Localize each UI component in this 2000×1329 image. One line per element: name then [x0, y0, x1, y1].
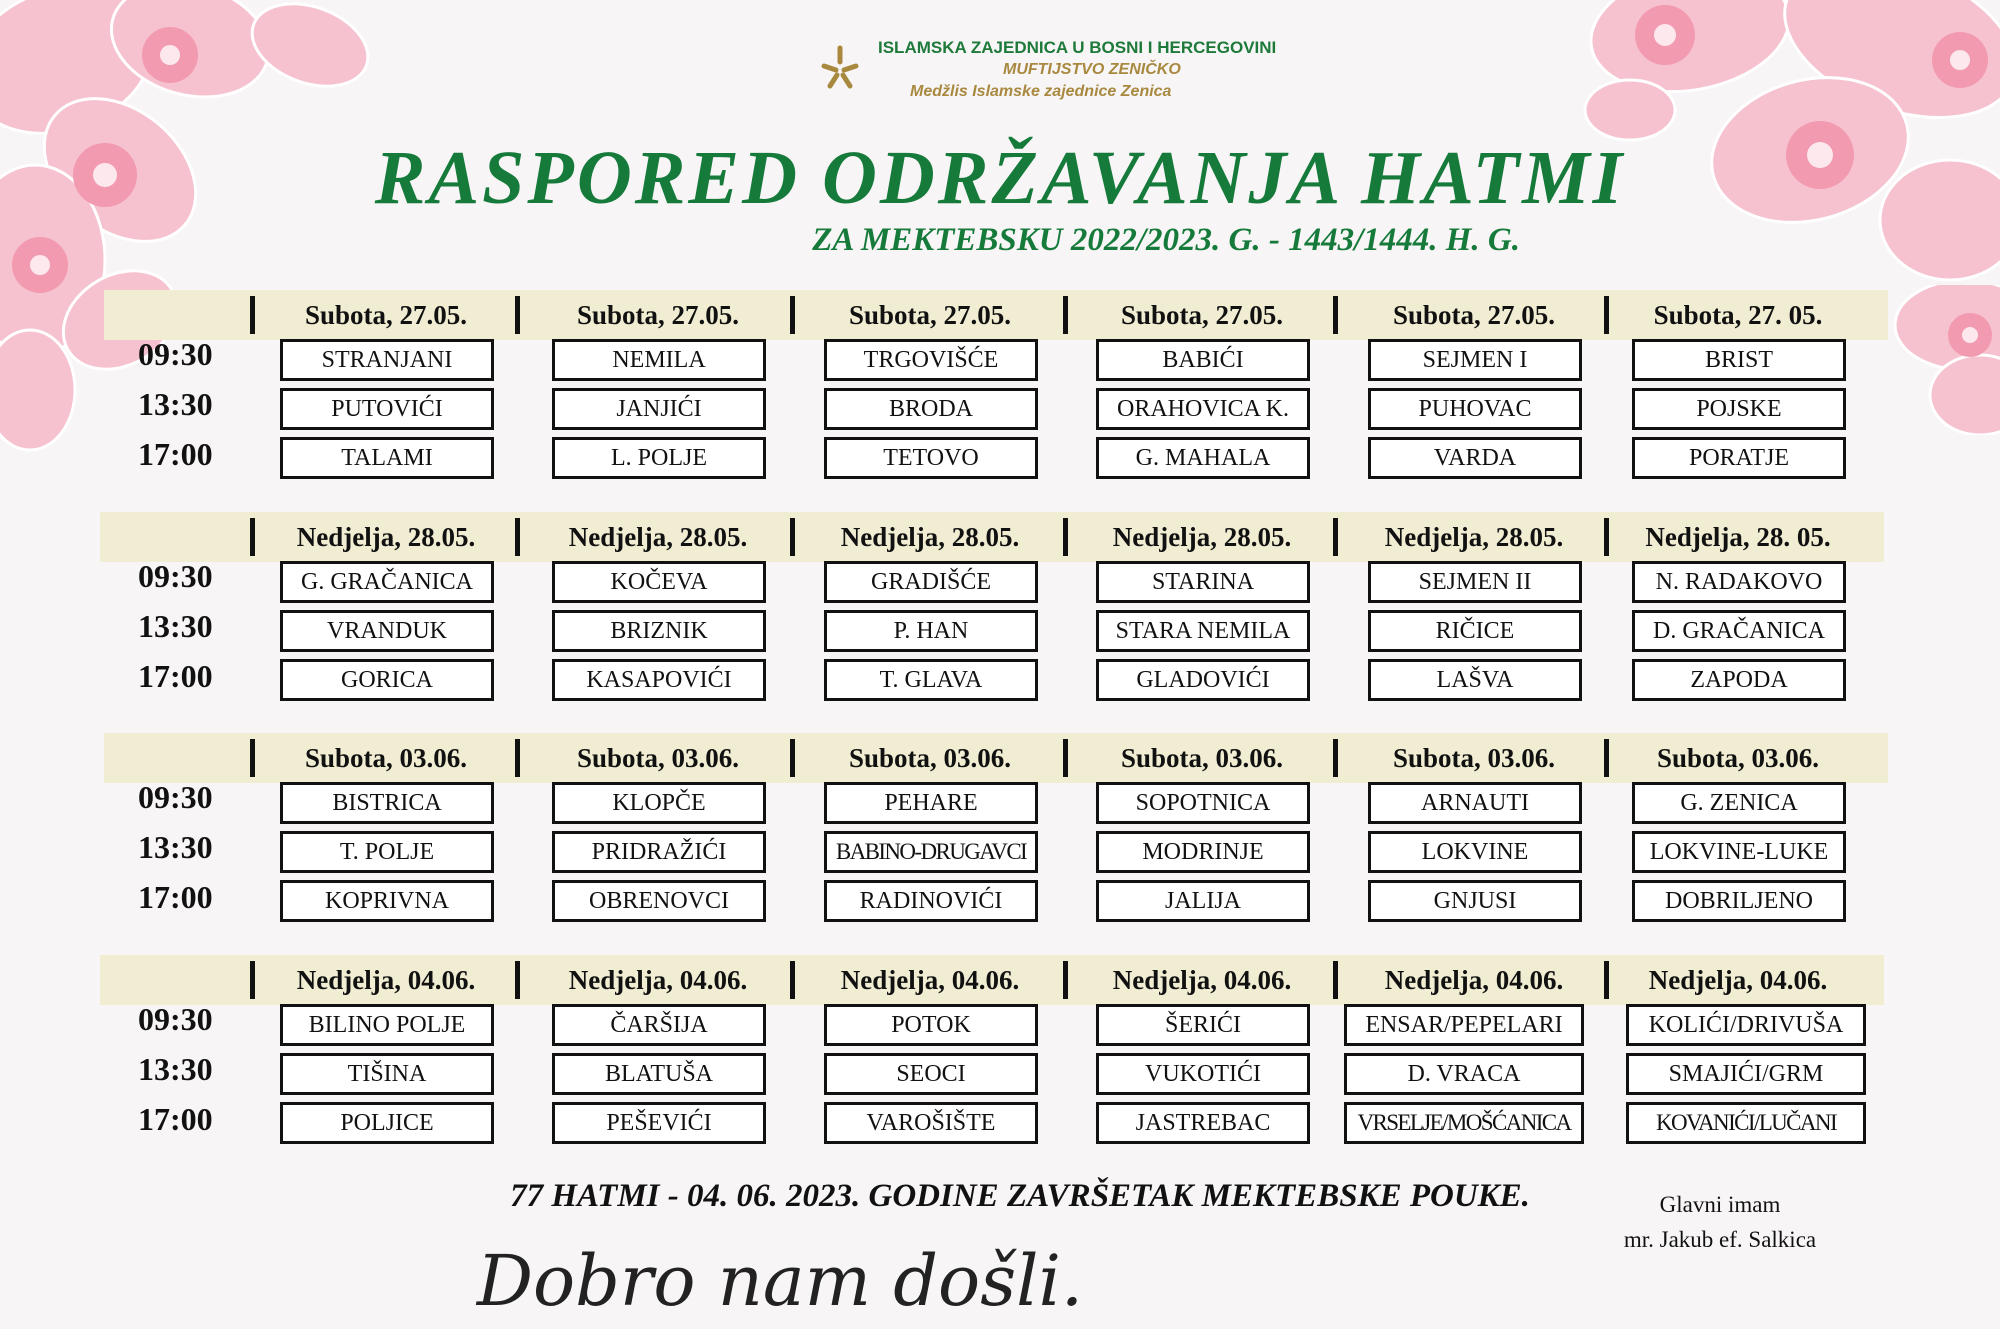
village-cell: KOPRIVNA — [280, 880, 494, 922]
day-header: Nedjelja, 04.06. — [1112, 965, 1292, 995]
day-header: Nedjelja, 28.05. — [296, 522, 476, 552]
day-header: Nedjelja, 04.06. — [840, 965, 1020, 995]
village-cell: ENSAR/PEPELARI — [1344, 1004, 1584, 1046]
village-cell: PEŠEVIĆI — [552, 1102, 766, 1144]
village-cell: TRGOVIŠĆE — [824, 339, 1038, 381]
organization-header — [758, 18, 1277, 118]
village-cell: L. POLJE — [552, 437, 766, 479]
organization-name: ISLAMSKA ZAJEDNICA U BOSNI I HERCEGOVINI — [878, 38, 1277, 57]
time-label: 17:00 — [138, 1101, 213, 1137]
day-header: Subota, 27.05. — [1120, 300, 1284, 330]
flowers-decoration-right — [1870, 285, 2000, 435]
page-subtitle: ZA MEKTEBSKU 2022/2023. G. - 1443/1444. H. G. — [812, 222, 1520, 258]
time-label: 13:30 — [138, 829, 213, 865]
day-header: Subota, 03.06. — [576, 743, 740, 773]
time-label: 13:30 — [138, 386, 213, 422]
village-cell: BABINO-DRUGAVCI — [824, 831, 1038, 873]
closing-note: 77 HATMI - 04. 06. 2023. GODINE ZAVRŠETAK MEKTEBSKE POUKE. — [510, 1178, 1530, 1214]
village-cell: TIŠINA — [280, 1053, 494, 1095]
village-cell: BISTRICA — [280, 782, 494, 824]
village-cell: PEHARE — [824, 782, 1038, 824]
day-header: Nedjelja, 28.05. — [1384, 522, 1564, 552]
day-header: Subota, 27.05. — [576, 300, 740, 330]
time-label: 17:00 — [138, 436, 213, 472]
village-cell: KOLIĆI/DRIVUŠA — [1626, 1004, 1866, 1046]
welcome-message: Dobro nam došli. — [476, 1240, 1084, 1322]
village-cell: POLJICE — [280, 1102, 494, 1144]
village-cell: VUKOTIĆI — [1096, 1053, 1310, 1095]
day-header: Subota, 03.06. — [1656, 743, 1820, 773]
village-cell: PUTOVIĆI — [280, 388, 494, 430]
village-cell: VARDA — [1368, 437, 1582, 479]
village-cell: KOČEVA — [552, 561, 766, 603]
village-cell: GLADOVIĆI — [1096, 659, 1310, 701]
time-label: 17:00 — [138, 658, 213, 694]
time-label: 13:30 — [138, 1051, 213, 1087]
village-cell: GNJUSI — [1368, 880, 1582, 922]
village-cell: NEMILA — [552, 339, 766, 381]
village-cell: ŠERIĆI — [1096, 1004, 1310, 1046]
village-cell: STARA NEMILA — [1096, 610, 1310, 652]
village-cell: T. POLJE — [280, 831, 494, 873]
village-cell: ZAPODA — [1632, 659, 1846, 701]
day-header: Subota, 27.05. — [1392, 300, 1556, 330]
time-label: 09:30 — [138, 1001, 213, 1037]
muftiship-name: MUFTIJSTVO ZENIČKO — [1003, 61, 1181, 78]
village-cell: LAŠVA — [1368, 659, 1582, 701]
village-cell: G. GRAČANICA — [280, 561, 494, 603]
village-cell: VRSELJE/MOŠĆANICA — [1344, 1102, 1584, 1144]
village-cell: MODRINJE — [1096, 831, 1310, 873]
village-cell: PRIDRAŽIĆI — [552, 831, 766, 873]
village-cell: POJSKE — [1632, 388, 1846, 430]
village-cell: JALIJA — [1096, 880, 1310, 922]
day-header: Nedjelja, 28.05. — [840, 522, 1020, 552]
village-cell: KASAPOVIĆI — [552, 659, 766, 701]
day-header: Nedjelja, 28. 05. — [1645, 522, 1831, 552]
imam-title: Glavni imam — [1659, 1192, 1781, 1217]
village-cell: ORAHOVICA K. — [1096, 388, 1310, 430]
time-label: 17:00 — [138, 879, 213, 915]
village-cell: BRODA — [824, 388, 1038, 430]
time-label: 09:30 — [138, 336, 213, 372]
village-cell: BILINO POLJE — [280, 1004, 494, 1046]
day-header: Subota, 27.05. — [848, 300, 1012, 330]
village-cell: LOKVINE — [1368, 831, 1582, 873]
day-header: Nedjelja, 04.06. — [1384, 965, 1564, 995]
village-cell: BABIĆI — [1096, 339, 1310, 381]
village-cell: SMAJIĆI/GRM — [1626, 1053, 1866, 1095]
day-header: Subota, 03.06. — [1392, 743, 1556, 773]
village-cell: N. RADAKOVO — [1632, 561, 1846, 603]
council-name: Medžlis Islamske zajednice Zenica — [910, 83, 1172, 100]
village-cell: SEOCI — [824, 1053, 1038, 1095]
village-cell: JASTREBAC — [1096, 1102, 1310, 1144]
village-cell: STARINA — [1096, 561, 1310, 603]
day-header: Subota, 03.06. — [1120, 743, 1284, 773]
village-cell: VRANDUK — [280, 610, 494, 652]
village-cell: POTOK — [824, 1004, 1038, 1046]
village-cell: PUHOVAC — [1368, 388, 1582, 430]
time-label: 13:30 — [138, 608, 213, 644]
imam-name: mr. Jakub ef. Salkica — [1623, 1227, 1817, 1252]
day-header: Nedjelja, 28.05. — [1112, 522, 1292, 552]
village-cell: P. HAN — [824, 610, 1038, 652]
day-header: Nedjelja, 04.06. — [1648, 965, 1828, 995]
village-cell: STRANJANI — [280, 339, 494, 381]
day-header: Nedjelja, 04.06. — [568, 965, 748, 995]
day-header: Subota, 03.06. — [848, 743, 1012, 773]
village-cell: SOPOTNICA — [1096, 782, 1310, 824]
time-label: 09:30 — [138, 558, 213, 594]
village-cell: SEJMEN II — [1368, 561, 1582, 603]
village-cell: ČARŠIJA — [552, 1004, 766, 1046]
village-cell: D. VRACA — [1344, 1053, 1584, 1095]
day-header: Subota, 03.06. — [304, 743, 468, 773]
time-label: 09:30 — [138, 779, 213, 815]
village-cell: RADINOVIĆI — [824, 880, 1038, 922]
village-cell: D. GRAČANICA — [1632, 610, 1846, 652]
village-cell: TALAMI — [280, 437, 494, 479]
village-cell: JANJIĆI — [552, 388, 766, 430]
village-cell: KLOPČE — [552, 782, 766, 824]
village-cell: GRADIŠĆE — [824, 561, 1038, 603]
crescent-star-logo-icon — [758, 18, 868, 118]
village-cell: LOKVINE-LUKE — [1632, 831, 1846, 873]
village-cell: BRIZNIK — [552, 610, 766, 652]
day-header: Nedjelja, 04.06. — [296, 965, 476, 995]
village-cell: BLATUŠA — [552, 1053, 766, 1095]
village-cell: VAROŠIŠTE — [824, 1102, 1038, 1144]
village-cell: RIČICE — [1368, 610, 1582, 652]
village-cell: SEJMEN I — [1368, 339, 1582, 381]
village-cell: BRIST — [1632, 339, 1846, 381]
village-cell: T. GLAVA — [824, 659, 1038, 701]
day-header: Subota, 27.05. — [304, 300, 468, 330]
village-cell: G. ZENICA — [1632, 782, 1846, 824]
village-cell: PORATJE — [1632, 437, 1846, 479]
village-cell: KOVANIĆI/LUČANI — [1626, 1102, 1866, 1144]
village-cell: TETOVO — [824, 437, 1038, 479]
village-cell: DOBRILJENO — [1632, 880, 1846, 922]
village-cell: G. MAHALA — [1096, 437, 1310, 479]
village-cell: GORICA — [280, 659, 494, 701]
day-header: Nedjelja, 28.05. — [568, 522, 748, 552]
day-header: Subota, 27. 05. — [1653, 300, 1823, 330]
page-title: RASPORED ODRŽAVANJA HATMI — [374, 136, 1626, 220]
village-cell: OBRENOVCI — [552, 880, 766, 922]
village-cell: ARNAUTI — [1368, 782, 1582, 824]
